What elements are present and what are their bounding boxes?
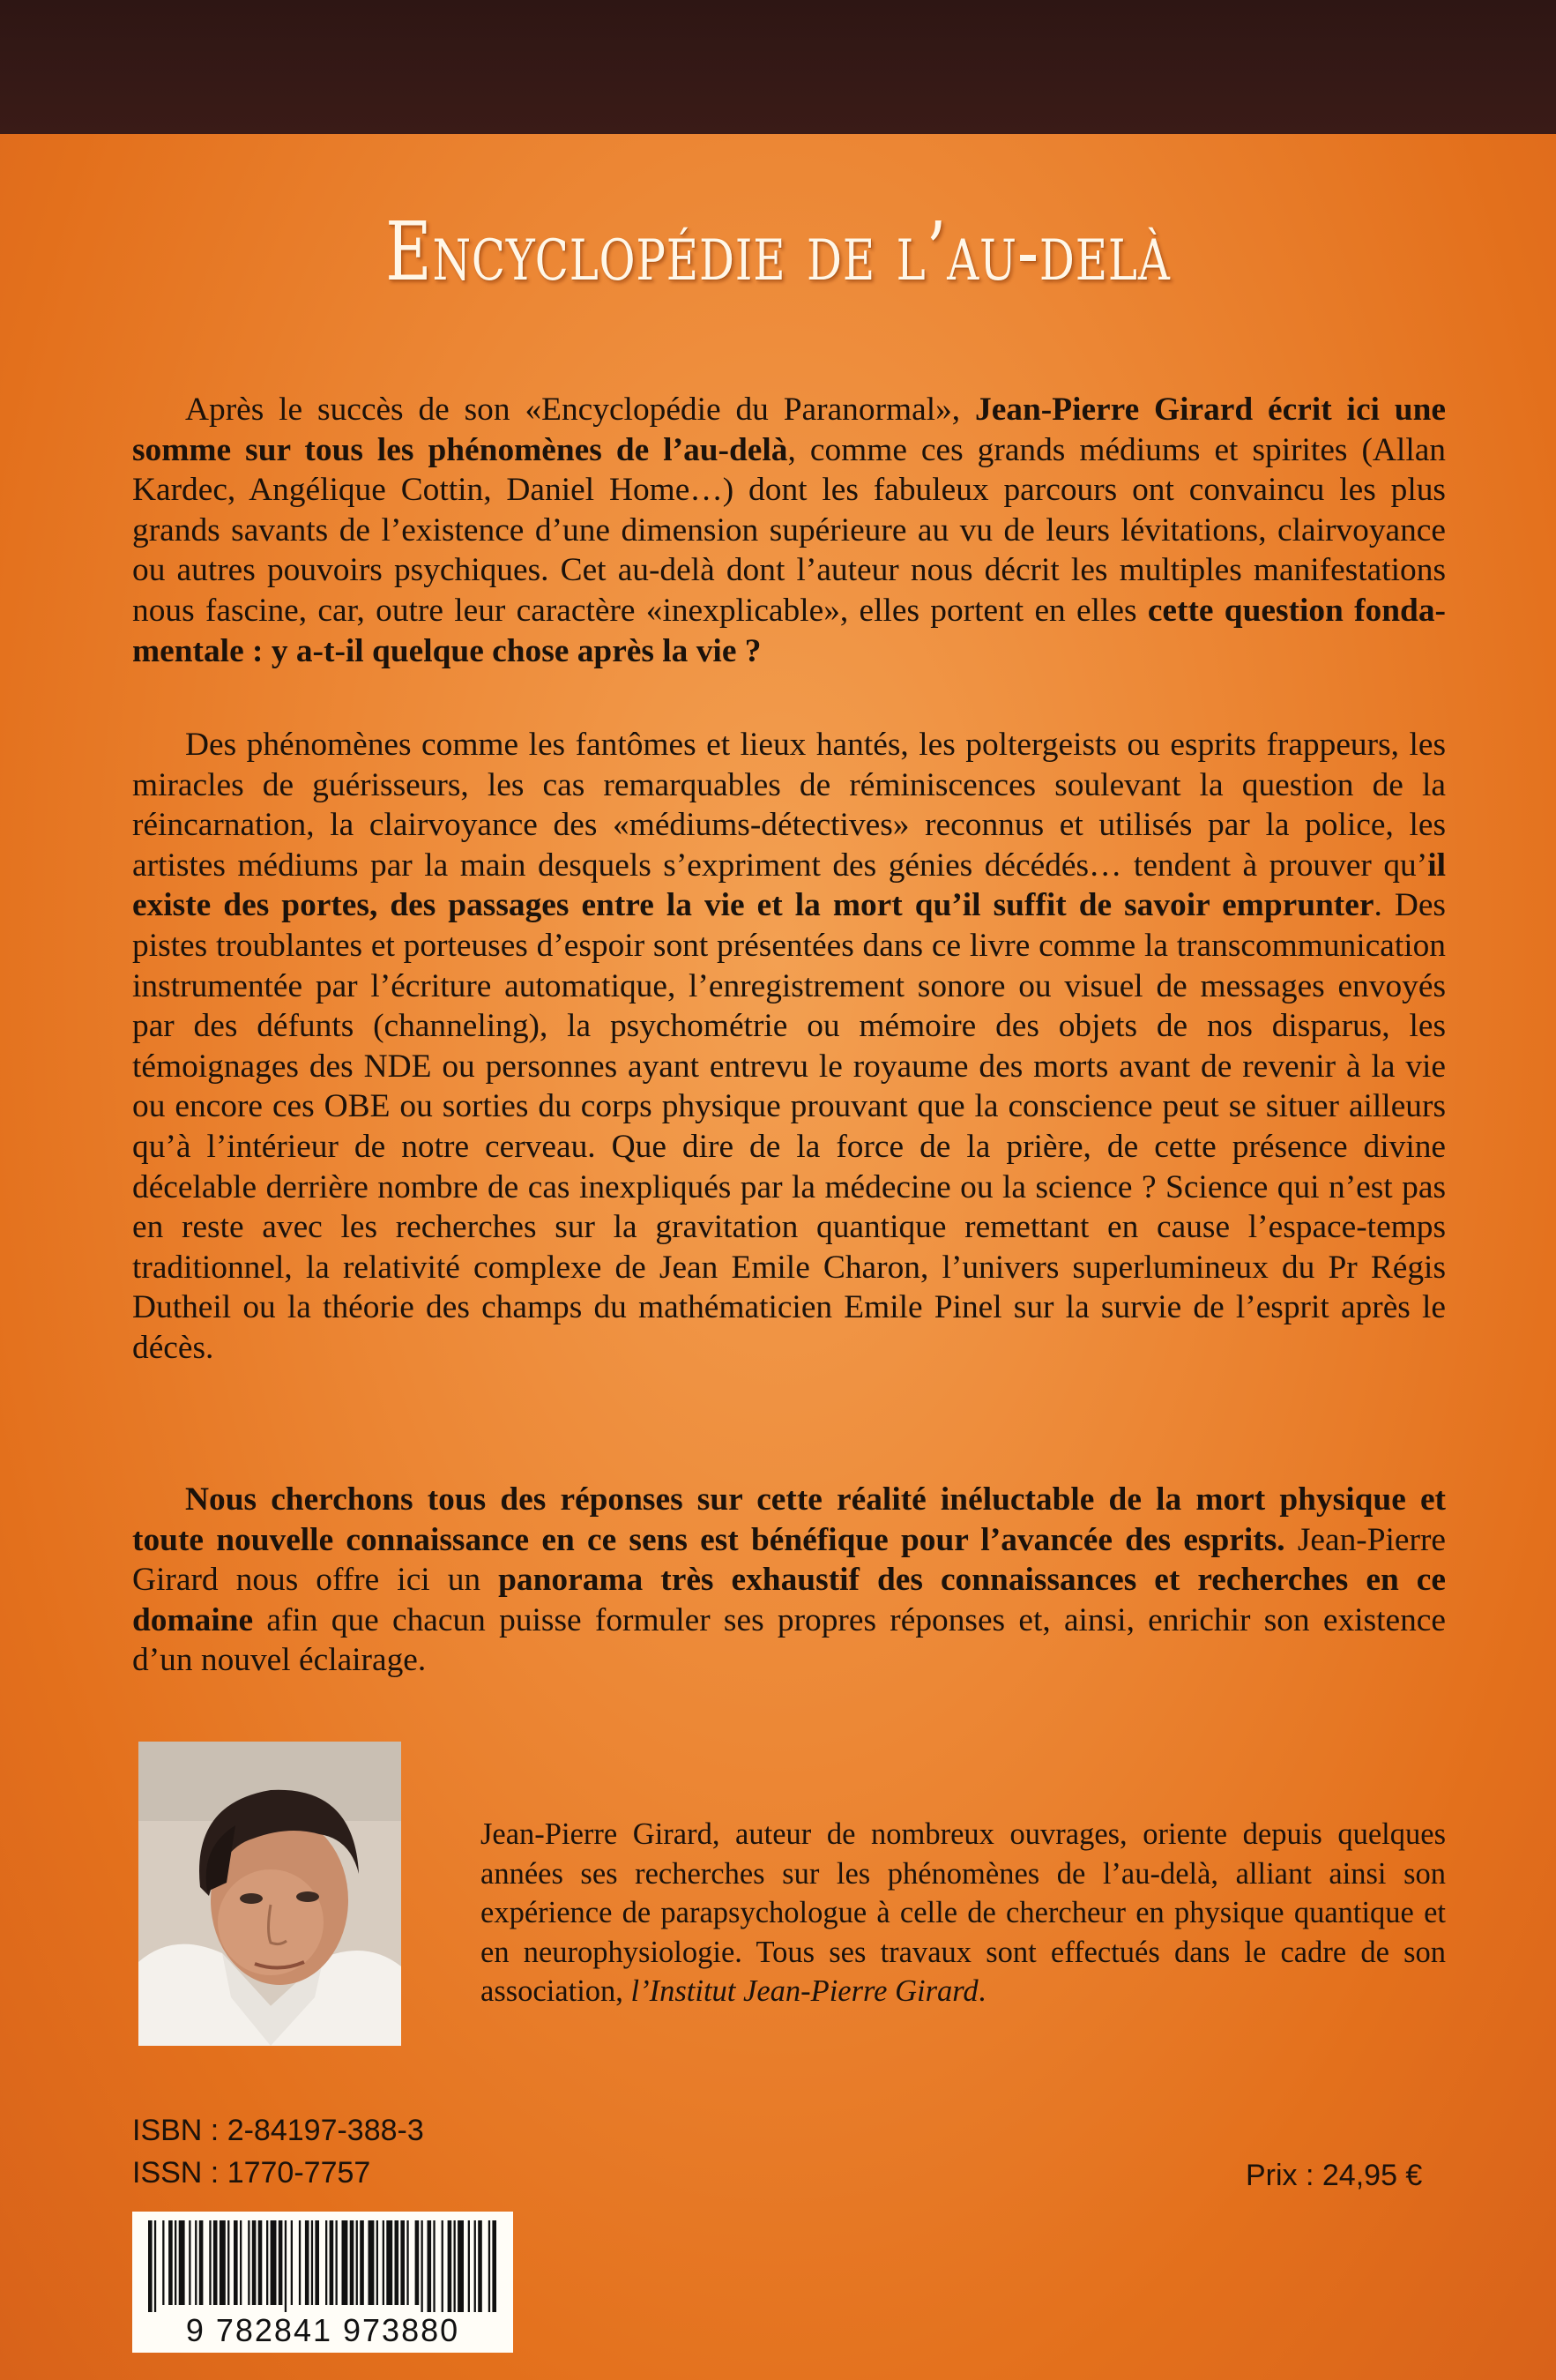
- barcode-bar: [376, 2220, 378, 2305]
- barcode-bar: [189, 2220, 190, 2305]
- barcode-bar: [315, 2220, 319, 2305]
- barcode-bar: [360, 2220, 364, 2305]
- barcode-bar: [291, 2220, 293, 2305]
- barcode-bar: [234, 2220, 238, 2305]
- barcode-bar: [299, 2220, 301, 2305]
- barcode-bar: [175, 2220, 176, 2305]
- barcode-bar: [311, 2220, 313, 2305]
- barcode-bar: [148, 2220, 153, 2312]
- barcode-bars: [148, 2220, 497, 2312]
- barcode-bar: [415, 2220, 420, 2305]
- barcode-bar: [336, 2220, 338, 2305]
- barcode-bar: [285, 2220, 287, 2312]
- barcode-bar: [369, 2220, 375, 2305]
- barcode-bar: [442, 2220, 443, 2312]
- barcode-bar: [406, 2220, 408, 2305]
- barcode-bar: [213, 2220, 218, 2305]
- barcode-bar: [305, 2220, 309, 2305]
- barcode-bar: [266, 2220, 268, 2305]
- barcode-bar: [330, 2220, 334, 2305]
- barcode-bar: [240, 2220, 242, 2305]
- barcode-bar: [168, 2220, 173, 2305]
- barcode-bar: [474, 2220, 476, 2312]
- barcode-bar: [179, 2220, 185, 2305]
- barcode-bar: [468, 2220, 470, 2312]
- barcode-bar: [383, 2220, 384, 2305]
- summary-paragraph-2: Des phénomènes comme les fantômes et lieux hantés, les poltergeists ou esprits frappeurs, les miracles de guérisseurs, les cas remarquables de réminiscences soulevant la question de la réincarnation, la clairvoyance des «médiums-détectives» reconnus et utilisés par la police, les artistes médiums par la main desquels s’expriment des génies décédés… tendent à prouver qu’il existe des portes, des passages entre la vie et la mort qu’il suffit de savoir emprunter. Des pistes troublantes et porteuses d’espoir sont présentées dans ce livre comme la transcommunication instrumentée par l’écriture automatique, l’enregistrement sonore ou visuel de messages envoyés par des défunts (channeling), la psychométrie ou mémoire des objets de nos disparus, les témoignages des NDE ou personnes ayant entrevu le royaume des morts avant de revenir à la vie ou encore ces OBE ou sorties du corps physique prouvant que la conscience peut se situer ailleurs qu’à l’intérieur de notre cerveau. Que dire de la force de la prière, de cette présence divine décelable derrière nombre de cas inexpliqués par la médecine ou la science ? Science qui n’est pas en reste avec les recherches sur la gravitation quantique remettant en cause l’espace-temps traditionnel, la relativité complexe de Jean Emile Charon, l’univers superlumineux du Pr Régis Dutheil ou la théorie des champs du mathématicien Emile Pinel sur la survie de l’esprit après le décès.: [132, 727, 1446, 1366]
- barcode-bar: [248, 2220, 249, 2305]
- barcode-bar: [433, 2220, 435, 2312]
- barcode-bar: [279, 2220, 283, 2305]
- barcode-bar: [220, 2220, 226, 2305]
- barcode-bar: [325, 2220, 327, 2305]
- barcode-bar: [395, 2220, 399, 2305]
- barcode-bar: [400, 2220, 405, 2305]
- author-portrait-image: [138, 1742, 401, 2046]
- barcode-bar: [252, 2220, 257, 2305]
- barcode-bar: [448, 2220, 452, 2312]
- author-bio: Jean-Pierre Girard, auteur de nombreux ouvrages, oriente depuis quelques années ses recherches sur les phénomènes de l’au-delà, alliant ainsi son expérience de parapsychologue à celle de chercheur en physique quantique et en neurophysiologie. Tous ses travaux sont effectués dans le cadre de son association, l’Institut Jean-Pierre Girard.: [480, 1817, 1446, 2008]
- top-dark-band: [0, 0, 1556, 134]
- barcode-bar: [492, 2220, 496, 2312]
- issn-label: ISSN : 1770-7757: [132, 2156, 371, 2190]
- barcode: [132, 2212, 513, 2353]
- barcode-bar: [428, 2220, 432, 2312]
- barcode-bar: [458, 2220, 464, 2312]
- barcode-bar: [271, 2220, 277, 2305]
- barcode-bar: [421, 2220, 423, 2312]
- barcode-bar: [209, 2220, 211, 2305]
- barcode-bar: [227, 2220, 229, 2305]
- barcode-bar: [199, 2220, 204, 2305]
- author-photo: [138, 1742, 401, 2046]
- barcode-bar: [356, 2220, 358, 2305]
- cover-title: Encyclopédie de l’au-delà: [385, 205, 1171, 299]
- barcode-bar: [342, 2220, 348, 2305]
- barcode-bar: [195, 2220, 197, 2305]
- barcode-bar: [162, 2220, 164, 2305]
- barcode-digits: 9 782841 973880: [185, 2312, 460, 2348]
- barcode-bar: [386, 2220, 392, 2305]
- barcode-bar: [154, 2220, 156, 2312]
- barcode-bar: [488, 2220, 490, 2312]
- summary-paragraph-1: Après le succès de son «Encyclopédie du Paranormal», Jean-Pierre Girard écrit ici une somme sur tous les phénomènes de l’au-delà, comme ces grands médiums et spirites (Allan Kardec, Angélique Cottin, Daniel Home…) dont les fabuleux parcours ont convaincu les plus grands savants de l’existence d’une dimension supérieure au vu de leurs lévitations, clairvoyance ou autres pouvoirs psychiques. Cet au-delà dont l’auteur nous décrit les multiples manifestations nous fascine, car, outre leur caractère «inexplicable», elles portent en elles cette question fondamentale : y a-t-il quelque chose après la vie ?: [132, 392, 1446, 669]
- price-label: Prix : 24,95 €: [1246, 2159, 1423, 2192]
- barcode-bar: [350, 2220, 354, 2305]
- isbn-label: ISBN : 2-84197-388-3: [132, 2114, 424, 2147]
- summary-paragraph-3: Nous cherchons tous des réponses sur cette réalité inéluctable de la mort physique et toute nouvelle connaissance en ce sens est bénéfique pour l’avancée des esprits. Jean-Pierre Girard nous offre ici un panorama très exhaustif des connaissances et recherches en ce domaine afin que chacun puisse formuler ses propres réponses et, ainsi, enrichir son existence d’un nouvel éclairage.: [132, 1481, 1447, 1679]
- barcode-bar: [258, 2220, 263, 2305]
- barcode-bar: [454, 2220, 456, 2312]
- barcode-bar: [478, 2220, 482, 2312]
